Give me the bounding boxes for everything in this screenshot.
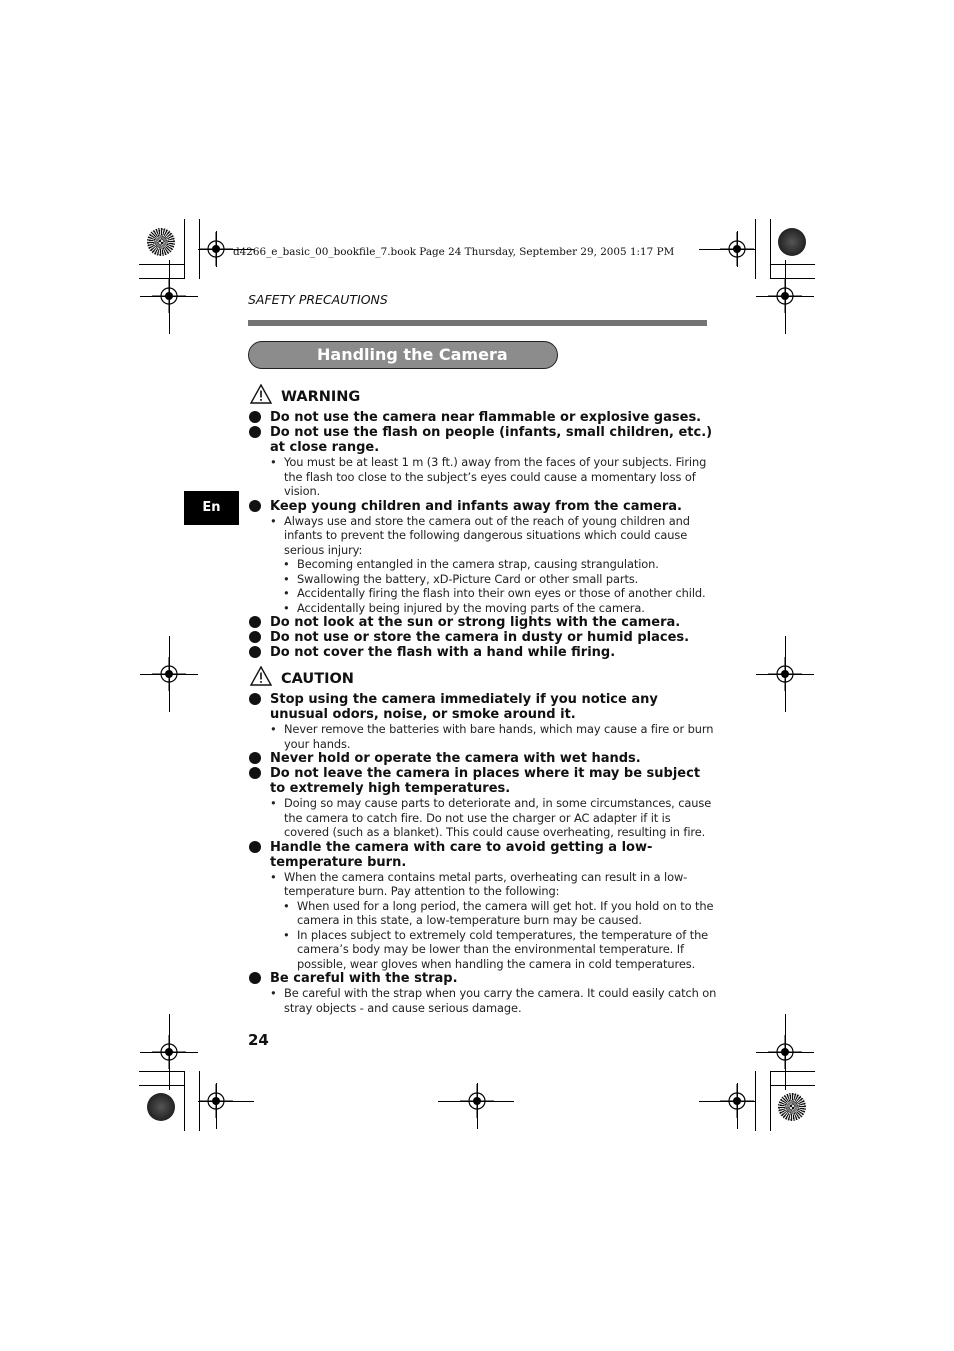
section-label: SAFETY PRECAUTIONS [248,292,388,307]
list-item [248,971,718,986]
crop-line [169,1014,170,1090]
crop-line [216,231,217,267]
crop-line [477,1083,478,1129]
crop-line [699,249,755,250]
sub-note-text: • Becoming entangled in the camera strap, causing strangulation. [248,557,718,572]
bullet-dot-icon [249,767,261,779]
list-item-text: Keep young children and infants away from the camera. [270,498,682,514]
crop-line [737,231,738,267]
list-item [248,615,718,630]
caution-heading-text: CAUTION [281,671,354,687]
list-item [248,645,718,660]
page-title: Handling the Camera [317,345,508,364]
list-item-text: Do not use the flash on people (infants, small children, etc.) at close range. [270,425,713,455]
bullet-dot-icon [249,426,261,438]
crop-line [755,1071,756,1131]
note-text: • Be careful with the strap when you carry the camera. It could easily catch on stray objects - and cause serious damage. [248,986,718,1015]
caution-triangle-icon [250,666,272,686]
list-item-text: Do not cover the flash with a hand while firing. [270,645,616,660]
warning-heading [248,384,718,408]
crop-line [169,260,170,334]
warning-list [248,410,718,660]
crop-line [184,1071,185,1131]
note-text: • You must be at least 1 m (3 ft.) away from the faces of your subjects. Firing the flash too close to the subject’s eyes could cause a momentary loss of vision. [248,455,718,499]
list-item-text: Be careful with the strap. [270,971,458,986]
sub-note-text: • Accidentally being injured by the moving parts of the camera. [248,601,718,616]
crop-line [216,1083,217,1129]
list-item-text: Do not leave the camera in places where it may be subject to extremely high temperatures. [270,766,701,796]
file-header-line: d4266_e_basic_00_bookfile_7.book Page 24 Thursday, September 29, 2005 1:17 PM [233,246,675,258]
list-item-text: Do not use the camera near flammable or explosive gases. [270,410,702,425]
bullet-dot-icon [249,841,261,853]
caution-heading [248,666,718,690]
bullet-dot-icon [249,693,261,705]
crop-line [770,219,771,279]
warning-heading-text: WARNING [281,389,361,405]
sub-note-text: • Swallowing the battery, xD-Picture Card or other small parts. [248,572,718,587]
list-item [248,766,718,796]
crop-line [785,1014,786,1090]
crop-line [139,1085,184,1086]
warning-triangle-icon [250,384,272,404]
crop-line [737,1083,738,1129]
list-item [248,751,718,766]
list-item [248,840,718,870]
list-item [248,425,718,455]
list-item-text: Do not look at the sun or strong lights with the camera. [270,615,681,630]
color-target-icon [778,1093,806,1121]
sub-note-text: • Accidentally firing the flash into their own eyes or those of another child. [248,586,718,601]
note-text: • When the camera contains metal parts, overheating can result in a low-temperature burn. Pay attention to the following: [248,870,718,899]
crop-line [139,1071,184,1072]
crop-line [770,1071,771,1131]
note-text: • Doing so may cause parts to deteriorate and, in some circumstances, cause the camera to catch fire. Do not use the charger or AC adapter if it is covered (such as a blanket). This could cause overheating, resulting in fire. [248,796,718,840]
note-text: • Never remove the batteries with bare hands, which may cause a fire or burn your hands. [248,722,718,751]
crop-line [785,260,786,334]
language-tab: En [184,491,239,525]
crop-line [770,264,815,265]
crop-line [139,264,184,265]
sub-note-text: • When used for a long period, the camera will get hot. If you hold on to the camera in this state, a low-temperature burn may be caused. [248,899,718,928]
list-item [248,630,718,645]
list-item [248,499,718,514]
crop-line [770,1085,815,1086]
bullet-dot-icon [249,500,261,512]
crop-line [785,636,786,712]
page-number: 24 [248,1031,269,1049]
list-item-text: Do not use or store the camera in dusty or humid places. [270,630,690,645]
bullet-dot-icon [249,972,261,984]
list-item-text: Stop using the camera immediately if you notice any unusual odors, noise, or smoke around it. [270,692,658,722]
crop-line [184,219,185,279]
bullet-dot-icon [249,411,261,423]
color-target-icon [778,228,806,256]
color-target-icon [147,228,175,256]
color-target-icon [147,1093,175,1121]
crop-line [755,219,756,279]
note-text: • Always use and store the camera out of the reach of young children and infants to prevent the following dangerous situations which could cause serious injury: [248,514,718,558]
page-title-banner [248,341,558,369]
section-rule [248,320,707,326]
list-item [248,692,718,722]
list-item-text: Never hold or operate the camera with wet hands. [270,751,641,766]
crop-line [699,1101,755,1102]
bullet-dot-icon [249,631,261,643]
crop-line [198,1101,254,1102]
bullet-dot-icon [249,646,261,658]
list-item [248,410,718,425]
bullet-dot-icon [249,616,261,628]
content [248,384,718,1015]
caution-list [248,692,718,1015]
list-item-text: Handle the camera with care to avoid getting a low-temperature burn. [270,839,653,870]
crop-line [169,636,170,712]
bullet-dot-icon [249,752,261,764]
sub-note-text: • In places subject to extremely cold temperatures, the temperature of the camera’s body may be lower than the environmental temperature. If possible, wear gloves when handling the camera in cold temperatures. [248,928,718,972]
crop-line [438,1101,514,1102]
crop-line [770,1071,815,1072]
